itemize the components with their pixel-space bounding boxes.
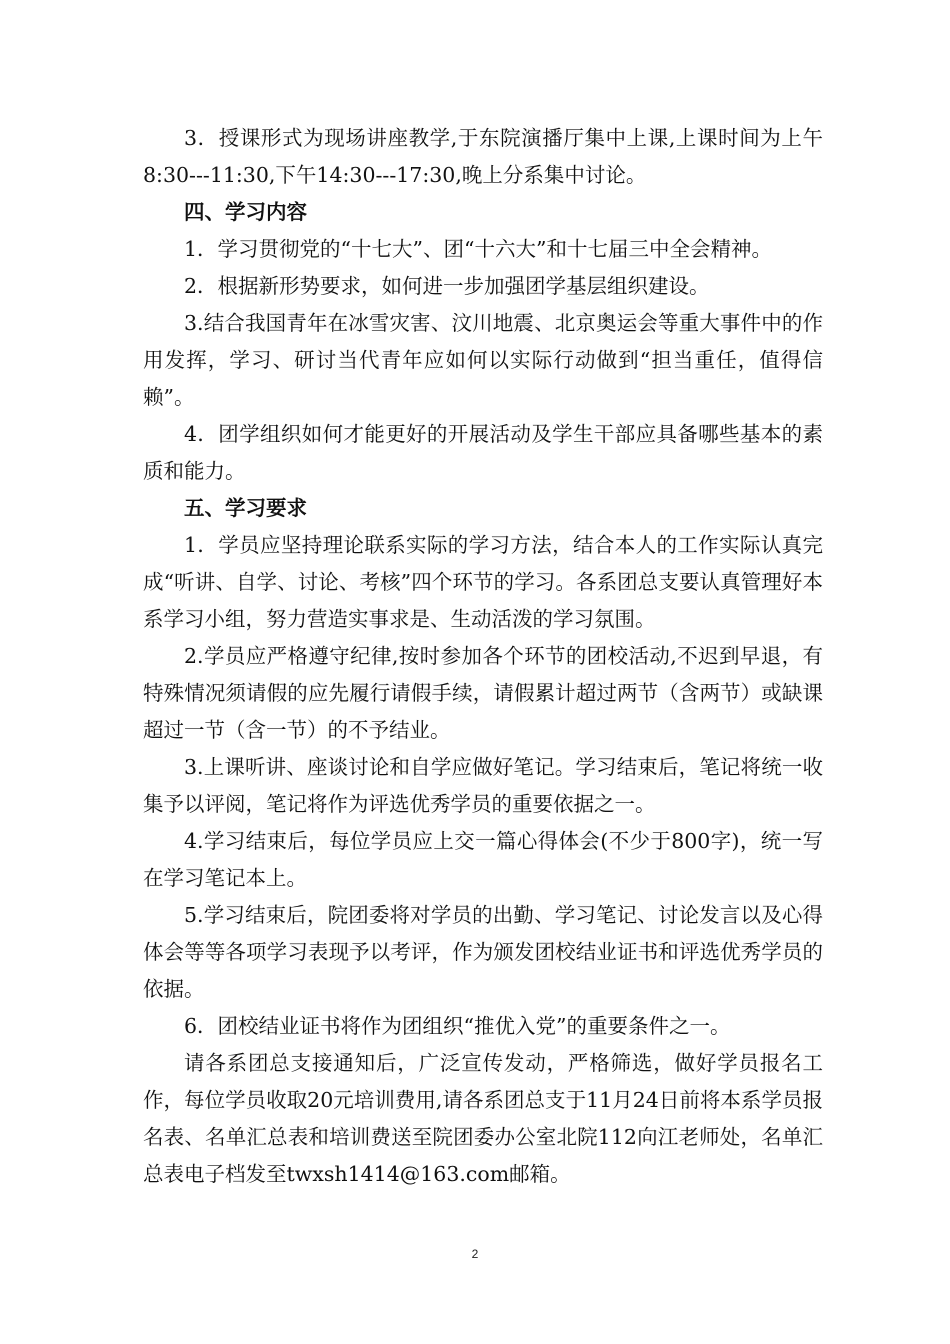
paragraph-content-3: 3.结合我国青年在冰雪灾害、汶川地震、北京奥运会等重大事件中的作用发挥，学习、研讨当代青年应如何以实际行动做到“担当重任，值得信赖”。 [143, 311, 823, 409]
paragraph-requirement-1: 1．学员应坚持理论联系实际的学习方法，结合本人的工作实际认真完成“听讲、自学、讨论、考核”四个环节的学习。各系团总支要认真管理好本系学习小组，努力营造实事求是、生动活泼的学习氛围。 [143, 533, 823, 631]
paragraph-requirement-4: 4.学习结束后，每位学员应上交一篇心得体会(不少于800字)，统一写在学习笔记本上。 [143, 829, 823, 890]
document-body [143, 120, 823, 1193]
paragraph-closing-notice: 请各系团总支接通知后，广泛宣传发动，严格筛选，做好学员报名工作，每位学员收取20元培训费用,请各系团总支于11月24日前将本系学员报名表、名单汇总表和培训费送至院团委办公室北院112向江老师处，名单汇总表电子档发至twxsh1414@163.com邮箱。 [143, 1051, 823, 1186]
paragraph-content-1: 1．学习贯彻党的“十七大”、团“十六大”和十七届三中全会精神。 [184, 237, 772, 261]
paragraph-requirement-6: 6．团校结业证书将作为团组织“推优入党”的重要条件之一。 [184, 1014, 731, 1038]
paragraph-teaching-format: 3．授课形式为现场讲座教学,于东院演播厅集中上课,上课时间为上午8:30---11:30,下午14:30---17:30,晚上分系集中讨论。 [143, 126, 823, 187]
paragraph-requirement-3: 3.上课听讲、座谈讨论和自学应做好笔记。学习结束后，笔记将统一收集予以评阅，笔记将作为评选优秀学员的重要依据之一。 [143, 755, 823, 816]
paragraph-requirement-5: 5.学习结束后，院团委将对学员的出勤、学习笔记、讨论发言以及心得体会等等各项学习表现予以考评，作为颁发团校结业证书和评选优秀学员的依据。 [143, 903, 823, 1001]
page-number: 2 [471, 1247, 479, 1261]
section-heading-study-content: 四、学习内容 [184, 200, 307, 224]
paragraph-content-2: 2．根据新形势要求，如何进一步加强团学基层组织建设。 [184, 274, 710, 298]
paragraph-requirement-2: 2.学员应严格遵守纪律,按时参加各个环节的团校活动,不迟到早退，有特殊情况须请假的应先履行请假手续，请假累计超过两节（含两节）或缺课超过一节（含一节）的不予结业。 [143, 644, 823, 742]
section-heading-study-requirements: 五、学习要求 [184, 496, 307, 520]
paragraph-content-4: 4．团学组织如何才能更好的开展活动及学生干部应具备哪些基本的素质和能力。 [143, 422, 823, 483]
